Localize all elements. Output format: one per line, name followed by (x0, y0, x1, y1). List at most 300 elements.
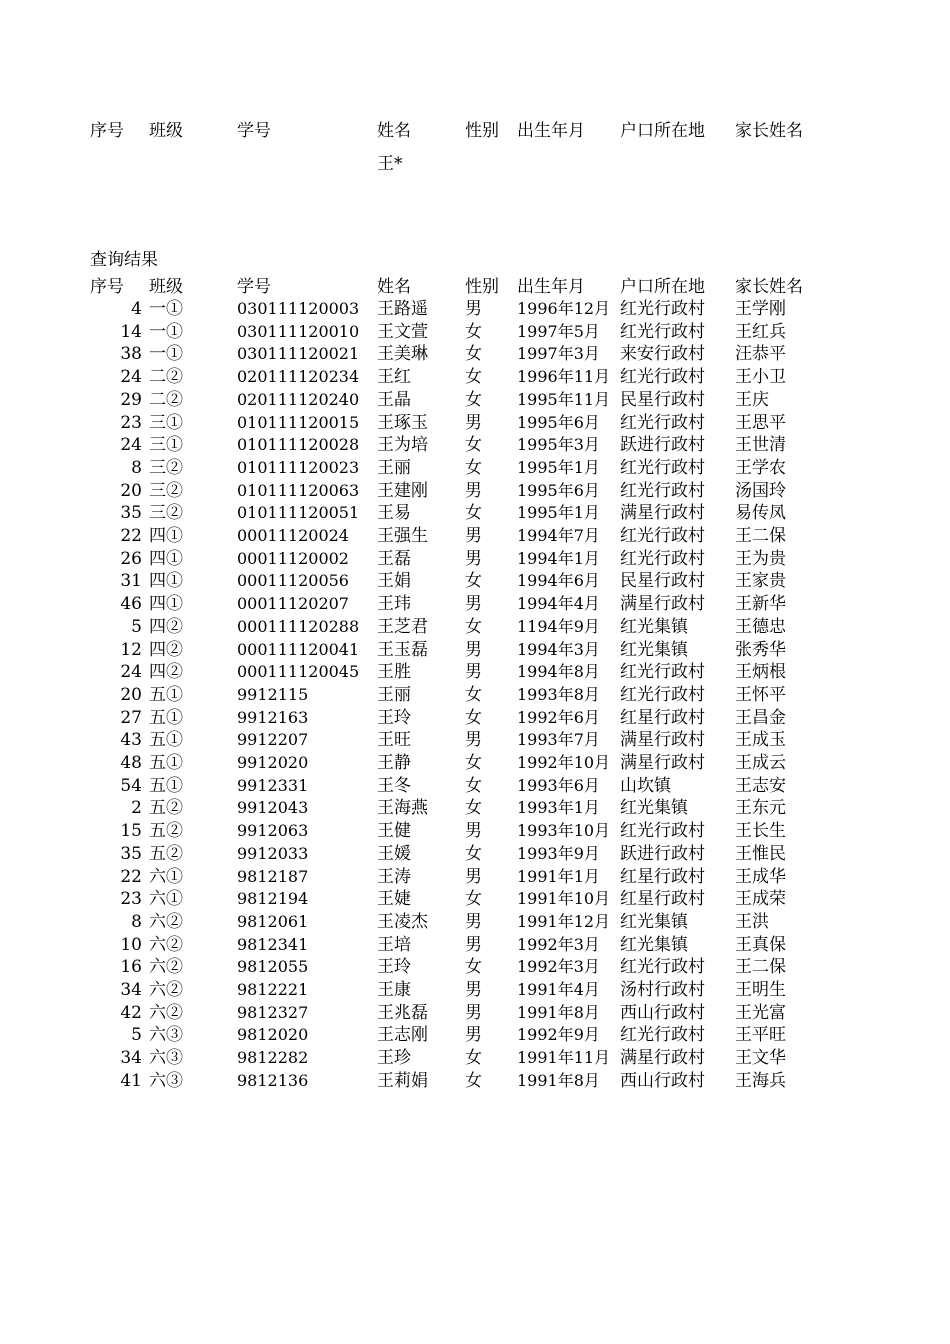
table-row (0, 480, 950, 502)
cell-parent[interactable]: 王海兵 (735, 1070, 786, 1091)
cell-sex[interactable]: 女 (465, 957, 482, 978)
cell-seq[interactable]: 16 (120, 957, 142, 978)
cell-sex[interactable]: 女 (465, 344, 482, 365)
cell-birth[interactable]: 1995年11月 (517, 389, 611, 409)
cell-seq[interactable]: 41 (120, 1070, 142, 1091)
table-row (0, 729, 950, 751)
cell-name[interactable]: 王玲 (377, 957, 411, 978)
cell-parent[interactable]: 王昌金 (735, 707, 786, 728)
cell-id[interactable]: 9812187 (237, 866, 309, 886)
cell-birth[interactable]: 1992年3月 (517, 934, 600, 954)
cell-sex[interactable]: 女 (465, 707, 482, 728)
cell-birth[interactable]: 1992年10月 (517, 753, 611, 772)
cell-place[interactable]: 红光集镇 (620, 616, 688, 637)
cell-sex[interactable]: 男 (465, 480, 482, 501)
cell-sex[interactable]: 女 (465, 503, 482, 524)
cell-sex[interactable]: 女 (465, 684, 482, 705)
cell-sex[interactable]: 女 (465, 753, 482, 773)
cell-sex[interactable]: 女 (465, 571, 482, 592)
cell-place[interactable]: 红光行政村 (620, 526, 705, 546)
cell-id[interactable]: 9812020 (237, 1025, 309, 1045)
cell-sex[interactable]: 男 (465, 866, 482, 887)
cell-id[interactable]: 010111120063 (237, 480, 360, 500)
cell-id[interactable]: 9912163 (237, 707, 309, 727)
cell-place[interactable]: 红光行政村 (620, 321, 705, 342)
cell-id[interactable]: 00011120056 (237, 571, 349, 591)
cell-id[interactable]: 010111120023 (237, 457, 360, 477)
cell-birth[interactable]: 1993年10月 (517, 821, 611, 841)
cell-place[interactable]: 汤村行政村 (620, 980, 705, 1000)
cell-birth[interactable]: 1993年9月 (517, 843, 600, 863)
cell-class[interactable]: 六③ (149, 1048, 183, 1069)
cell-birth[interactable]: 1993年7月 (517, 730, 600, 750)
cell-id[interactable]: 000111120045 (237, 662, 360, 682)
cell-seq[interactable]: 8 (131, 911, 142, 932)
cell-parent[interactable]: 王学农 (735, 457, 786, 478)
cell-parent[interactable]: 王为贵 (735, 548, 786, 569)
cell-place[interactable]: 红光行政村 (620, 457, 705, 478)
cell-class[interactable]: 一① (149, 321, 183, 342)
cell-name[interactable]: 王建刚 (377, 480, 428, 501)
cell-id[interactable]: 00011120024 (237, 526, 349, 545)
cell-id[interactable]: 000111120288 (237, 616, 360, 636)
cell-birth[interactable]: 1991年12月 (517, 911, 611, 931)
cell-parent[interactable]: 王光富 (735, 1002, 786, 1023)
cell-birth[interactable]: 1992年3月 (517, 957, 600, 977)
criteria-name-cell[interactable]: 王* (377, 154, 403, 174)
cell-name[interactable]: 王培 (377, 934, 411, 955)
cell-sex[interactable]: 女 (465, 843, 482, 864)
cell-name[interactable]: 王胜 (377, 662, 411, 683)
cell-sex[interactable]: 女 (465, 321, 482, 342)
cell-class[interactable]: 六③ (149, 1025, 183, 1046)
cell-place[interactable]: 红光行政村 (620, 299, 705, 319)
cell-class[interactable]: 五① (149, 707, 183, 728)
cell-name[interactable]: 王美琳 (377, 344, 428, 365)
cell-place[interactable]: 红光行政村 (620, 684, 705, 705)
cell-parent[interactable]: 王新华 (735, 594, 786, 615)
cell-class[interactable]: 六② (149, 980, 183, 1000)
cell-seq[interactable]: 20 (120, 480, 142, 501)
table-row (0, 684, 950, 706)
cell-sex[interactable]: 男 (465, 526, 482, 546)
cell-class[interactable]: 六② (149, 934, 183, 955)
cell-class[interactable]: 四② (149, 662, 183, 683)
cell-class[interactable]: 六② (149, 957, 183, 978)
cell-id[interactable]: 9812194 (237, 889, 309, 909)
cell-parent[interactable]: 王成荣 (735, 889, 786, 910)
cell-place[interactable]: 跃进行政村 (620, 435, 705, 456)
cell-sex[interactable]: 男 (465, 639, 482, 660)
cell-birth[interactable]: 1994年6月 (517, 571, 600, 591)
cell-birth[interactable]: 1995年3月 (517, 435, 600, 455)
cell-place[interactable]: 民星行政村 (620, 389, 705, 410)
cell-seq[interactable]: 4 (131, 299, 142, 319)
cell-birth[interactable]: 1997年5月 (517, 321, 600, 341)
cell-place[interactable]: 红光行政村 (620, 548, 705, 569)
cell-seq[interactable]: 24 (120, 662, 142, 683)
cell-parent[interactable]: 王明生 (735, 980, 786, 1000)
cell-class[interactable]: 五② (149, 843, 183, 864)
cell-seq[interactable]: 23 (120, 889, 142, 910)
header-seq: 序号 (90, 121, 124, 141)
cell-parent[interactable]: 王炳根 (735, 662, 786, 683)
cell-seq[interactable]: 27 (120, 707, 142, 728)
cell-seq[interactable]: 42 (120, 1002, 142, 1023)
cell-id[interactable]: 9912033 (237, 843, 309, 863)
cell-birth[interactable]: 1993年1月 (517, 798, 600, 818)
criteria-value-row (0, 153, 950, 175)
cell-name[interactable]: 王健 (377, 821, 411, 842)
cell-parent[interactable]: 王惟民 (735, 843, 786, 864)
cell-sex[interactable]: 女 (465, 1048, 482, 1069)
table-row (0, 820, 950, 842)
result-header-class: 班级 (149, 277, 183, 297)
cell-place[interactable]: 红光集镇 (620, 639, 688, 660)
cell-birth[interactable]: 1194年9月 (517, 616, 600, 636)
result-header-name: 姓名 (377, 277, 411, 297)
cell-name[interactable]: 王兆磊 (377, 1002, 428, 1023)
cell-place[interactable]: 红光行政村 (620, 367, 705, 388)
cell-id[interactable]: 9812055 (237, 957, 309, 977)
table-row (0, 661, 950, 683)
cell-name[interactable]: 王琢玉 (377, 412, 428, 433)
cell-name[interactable]: 王康 (377, 980, 411, 1000)
cell-class[interactable]: 二② (149, 367, 183, 388)
cell-place[interactable]: 红光行政村 (620, 480, 705, 501)
cell-place[interactable]: 红光集镇 (620, 911, 688, 932)
cell-name[interactable]: 王文萱 (377, 321, 428, 342)
cell-parent[interactable]: 汤国玲 (735, 480, 786, 501)
cell-place[interactable]: 西山行政村 (620, 1002, 705, 1023)
cell-birth[interactable]: 1991年11月 (517, 1048, 611, 1068)
cell-seq[interactable]: 2 (131, 798, 142, 819)
cell-id[interactable]: 9812341 (237, 934, 309, 954)
cell-seq[interactable]: 34 (120, 980, 142, 1000)
cell-sex[interactable]: 男 (465, 662, 482, 683)
cell-id[interactable]: 030111120010 (237, 321, 360, 341)
header-sex: 性别 (465, 121, 499, 141)
cell-place[interactable]: 红星行政村 (620, 889, 705, 910)
cell-birth[interactable]: 1992年6月 (517, 707, 600, 727)
cell-name[interactable]: 王丽 (377, 684, 411, 705)
cell-class[interactable]: 三② (149, 480, 183, 501)
cell-id[interactable]: 00011120207 (237, 594, 349, 614)
cell-id[interactable]: 9912063 (237, 821, 309, 841)
cell-place[interactable]: 满星行政村 (620, 594, 705, 615)
cell-birth[interactable]: 1991年4月 (517, 980, 600, 999)
cell-id[interactable]: 010111120028 (237, 435, 360, 455)
cell-class[interactable]: 四① (149, 594, 183, 615)
cell-name[interactable]: 王路遥 (377, 299, 428, 319)
cell-parent[interactable]: 王学刚 (735, 299, 786, 319)
cell-birth[interactable]: 1992年9月 (517, 1025, 600, 1045)
cell-name[interactable]: 王磊 (377, 548, 411, 569)
cell-seq[interactable]: 22 (120, 866, 142, 887)
cell-place[interactable]: 跃进行政村 (620, 843, 705, 864)
cell-parent[interactable]: 王成云 (735, 753, 786, 773)
cell-seq[interactable]: 20 (120, 684, 142, 705)
cell-birth[interactable]: 1991年8月 (517, 1070, 600, 1090)
cell-parent[interactable]: 王世清 (735, 435, 786, 456)
cell-seq[interactable]: 46 (120, 594, 142, 615)
cell-class[interactable]: 六② (149, 1002, 183, 1023)
cell-seq[interactable]: 5 (131, 1025, 142, 1046)
cell-parent[interactable]: 王洪 (735, 911, 769, 932)
cell-name[interactable]: 王冬 (377, 775, 411, 796)
cell-class[interactable]: 三② (149, 457, 183, 478)
cell-parent[interactable]: 王庆 (735, 389, 769, 410)
cell-id[interactable]: 9812136 (237, 1070, 309, 1090)
cell-sex[interactable]: 女 (465, 457, 482, 478)
cell-birth[interactable]: 1993年8月 (517, 684, 600, 704)
cell-class[interactable]: 五① (149, 684, 183, 705)
cell-class[interactable]: 二② (149, 389, 183, 410)
cell-class[interactable]: 三① (149, 435, 183, 456)
cell-seq[interactable]: 26 (120, 548, 142, 569)
cell-id[interactable]: 020111120234 (237, 367, 360, 387)
cell-name[interactable]: 王媛 (377, 843, 411, 864)
cell-id[interactable]: 030111120003 (237, 299, 360, 318)
cell-class[interactable]: 四① (149, 571, 183, 592)
cell-place[interactable]: 红星行政村 (620, 707, 705, 728)
cell-seq[interactable]: 14 (120, 321, 142, 342)
cell-id[interactable]: 010111120015 (237, 412, 360, 432)
cell-name[interactable]: 王志刚 (377, 1025, 428, 1046)
cell-id[interactable]: 9912020 (237, 753, 309, 772)
cell-parent[interactable]: 王怀平 (735, 684, 786, 705)
table-row (0, 502, 950, 524)
cell-birth[interactable]: 1991年1月 (517, 866, 600, 886)
cell-id[interactable]: 9812061 (237, 911, 309, 931)
cell-name[interactable]: 王海燕 (377, 798, 428, 819)
cell-id[interactable]: 9812282 (237, 1048, 309, 1068)
cell-class[interactable]: 六① (149, 866, 183, 887)
cell-seq[interactable]: 23 (120, 412, 142, 433)
cell-name[interactable]: 王珍 (377, 1048, 411, 1069)
cell-parent[interactable]: 王长生 (735, 821, 786, 842)
cell-name[interactable]: 王玮 (377, 594, 411, 615)
cell-class[interactable]: 六① (149, 889, 183, 910)
cell-seq[interactable]: 29 (120, 389, 142, 410)
cell-parent[interactable]: 王二保 (735, 957, 786, 978)
cell-birth[interactable]: 1995年6月 (517, 412, 600, 432)
cell-seq[interactable]: 24 (120, 435, 142, 456)
cell-parent[interactable]: 王成华 (735, 866, 786, 887)
cell-sex[interactable]: 女 (465, 798, 482, 819)
cell-seq[interactable]: 22 (120, 526, 142, 546)
cell-place[interactable]: 红光行政村 (620, 1025, 705, 1046)
cell-class[interactable]: 五② (149, 821, 183, 842)
table-row (0, 593, 950, 615)
cell-parent[interactable]: 王小卫 (735, 367, 786, 388)
cell-place[interactable]: 山坎镇 (620, 775, 671, 796)
cell-class[interactable]: 六③ (149, 1070, 183, 1091)
cell-class[interactable]: 一① (149, 299, 183, 319)
cell-parent[interactable]: 王思平 (735, 412, 786, 433)
cell-name[interactable]: 王红 (377, 367, 411, 388)
cell-place[interactable]: 满星行政村 (620, 503, 705, 524)
cell-place[interactable]: 满星行政村 (620, 753, 705, 773)
cell-place[interactable]: 红光行政村 (620, 821, 705, 842)
cell-birth[interactable]: 1991年10月 (517, 889, 611, 909)
cell-id[interactable]: 9812327 (237, 1002, 309, 1022)
cell-seq[interactable]: 31 (120, 571, 142, 592)
cell-sex[interactable]: 女 (465, 616, 482, 637)
cell-parent[interactable]: 王志安 (735, 775, 786, 796)
cell-class[interactable]: 三② (149, 503, 183, 524)
cell-sex[interactable]: 女 (465, 367, 482, 388)
cell-seq[interactable]: 24 (120, 367, 142, 388)
cell-place[interactable]: 红光行政村 (620, 957, 705, 978)
cell-sex[interactable]: 男 (465, 1002, 482, 1023)
cell-birth[interactable]: 1995年6月 (517, 480, 600, 500)
cell-seq[interactable]: 12 (120, 639, 142, 660)
cell-birth[interactable]: 1996年12月 (517, 299, 611, 318)
cell-seq[interactable]: 34 (120, 1048, 142, 1069)
cell-place[interactable]: 红光集镇 (620, 934, 688, 955)
table-row (0, 548, 950, 570)
cell-parent[interactable]: 张秀华 (735, 639, 786, 660)
cell-parent[interactable]: 王成玉 (735, 730, 786, 751)
cell-seq[interactable]: 38 (120, 344, 142, 365)
cell-seq[interactable]: 15 (120, 821, 142, 842)
cell-birth[interactable]: 1995年1月 (517, 457, 600, 477)
cell-class[interactable]: 四② (149, 639, 183, 660)
cell-class[interactable]: 四① (149, 548, 183, 569)
cell-parent[interactable]: 王真保 (735, 934, 786, 955)
cell-parent[interactable]: 王平旺 (735, 1025, 786, 1046)
cell-parent[interactable]: 汪恭平 (735, 344, 786, 365)
cell-sex[interactable]: 男 (465, 299, 482, 319)
cell-seq[interactable]: 35 (120, 503, 142, 524)
cell-id[interactable]: 00011120002 (237, 548, 349, 568)
cell-sex[interactable]: 男 (465, 934, 482, 955)
cell-id[interactable]: 030111120021 (237, 344, 360, 364)
cell-parent[interactable]: 王东元 (735, 798, 786, 819)
cell-sex[interactable]: 男 (465, 911, 482, 932)
cell-parent[interactable]: 王德忠 (735, 616, 786, 637)
cell-class[interactable]: 四① (149, 526, 183, 546)
cell-parent[interactable]: 王家贵 (735, 571, 786, 592)
cell-name[interactable]: 王芝君 (377, 616, 428, 637)
cell-birth[interactable]: 1997年3月 (517, 344, 600, 364)
cell-class[interactable]: 五① (149, 753, 183, 773)
cell-sex[interactable]: 男 (465, 730, 482, 751)
cell-seq[interactable]: 35 (120, 843, 142, 864)
cell-name[interactable]: 王晶 (377, 389, 411, 410)
cell-parent[interactable]: 王二保 (735, 526, 786, 546)
cell-place[interactable]: 满星行政村 (620, 730, 705, 751)
cell-birth[interactable]: 1994年3月 (517, 639, 600, 659)
table-row (0, 366, 950, 388)
table-row (0, 639, 950, 661)
cell-class[interactable]: 五② (149, 798, 183, 819)
cell-birth[interactable]: 1995年1月 (517, 503, 600, 523)
cell-birth[interactable]: 1993年6月 (517, 775, 600, 795)
cell-place[interactable]: 来安行政村 (620, 344, 705, 365)
cell-place[interactable]: 满星行政村 (620, 1048, 705, 1069)
cell-id[interactable]: 010111120051 (237, 503, 360, 523)
cell-name[interactable]: 王丽 (377, 457, 411, 478)
cell-name[interactable]: 王为培 (377, 435, 428, 456)
cell-class[interactable]: 三① (149, 412, 183, 433)
cell-seq[interactable]: 10 (120, 934, 142, 955)
cell-id[interactable]: 9912043 (237, 798, 309, 818)
cell-sex[interactable]: 男 (465, 821, 482, 842)
cell-birth[interactable]: 1991年8月 (517, 1002, 600, 1022)
cell-name[interactable]: 王莉娟 (377, 1070, 428, 1091)
cell-parent[interactable]: 王红兵 (735, 321, 786, 342)
cell-seq[interactable]: 43 (120, 730, 142, 751)
cell-seq[interactable]: 54 (120, 775, 142, 796)
cell-birth[interactable]: 1994年1月 (517, 548, 600, 568)
cell-id[interactable]: 020111120240 (237, 389, 360, 409)
cell-name[interactable]: 王静 (377, 753, 411, 773)
cell-name[interactable]: 王玉磊 (377, 639, 428, 660)
cell-seq[interactable]: 48 (120, 753, 142, 773)
cell-sex[interactable]: 女 (465, 1070, 482, 1091)
cell-place[interactable]: 民星行政村 (620, 571, 705, 592)
cell-class[interactable]: 六② (149, 911, 183, 932)
cell-sex[interactable]: 男 (465, 548, 482, 569)
result-header-birth: 出生年月 (517, 277, 585, 297)
cell-name[interactable]: 王婕 (377, 889, 411, 910)
cell-sex[interactable]: 女 (465, 389, 482, 410)
cell-sex[interactable]: 女 (465, 775, 482, 796)
cell-class[interactable]: 一① (149, 344, 183, 365)
cell-name[interactable]: 王玲 (377, 707, 411, 728)
cell-seq[interactable]: 8 (131, 457, 142, 478)
cell-class[interactable]: 四② (149, 616, 183, 637)
cell-place[interactable]: 红光行政村 (620, 662, 705, 683)
cell-place[interactable]: 西山行政村 (620, 1070, 705, 1091)
cell-name[interactable]: 王涛 (377, 866, 411, 887)
cell-place[interactable]: 红光行政村 (620, 412, 705, 433)
cell-class[interactable]: 五① (149, 730, 183, 751)
cell-id[interactable]: 000111120041 (237, 639, 360, 659)
table-row (0, 412, 950, 434)
result-title: 查询结果 (90, 250, 158, 270)
cell-name[interactable]: 王娟 (377, 571, 411, 592)
cell-place[interactable]: 红光集镇 (620, 798, 688, 819)
cell-id[interactable]: 9912331 (237, 775, 309, 795)
cell-sex[interactable]: 女 (465, 889, 482, 910)
cell-birth[interactable]: 1994年4月 (517, 594, 600, 614)
cell-class[interactable]: 五① (149, 775, 183, 796)
cell-birth[interactable]: 1994年7月 (517, 526, 600, 545)
cell-sex[interactable]: 男 (465, 1025, 482, 1046)
cell-name[interactable]: 王旺 (377, 730, 411, 751)
cell-parent[interactable]: 易传凤 (735, 503, 786, 524)
cell-id[interactable]: 9912115 (237, 684, 309, 704)
cell-seq[interactable]: 5 (131, 616, 142, 637)
cell-place[interactable]: 红星行政村 (620, 866, 705, 887)
cell-name[interactable]: 王凌杰 (377, 911, 428, 932)
cell-sex[interactable]: 男 (465, 412, 482, 433)
cell-birth[interactable]: 1996年11月 (517, 367, 611, 387)
cell-id[interactable]: 9812221 (237, 980, 309, 999)
cell-name[interactable]: 王强生 (377, 526, 428, 546)
cell-name[interactable]: 王易 (377, 503, 411, 524)
cell-id[interactable]: 9912207 (237, 730, 309, 750)
cell-sex[interactable]: 男 (465, 594, 482, 615)
cell-sex[interactable]: 男 (465, 980, 482, 1000)
cell-parent[interactable]: 王文华 (735, 1048, 786, 1069)
cell-sex[interactable]: 女 (465, 435, 482, 456)
cell-birth[interactable]: 1994年8月 (517, 662, 600, 682)
result-header-parent: 家长姓名 (735, 277, 803, 297)
